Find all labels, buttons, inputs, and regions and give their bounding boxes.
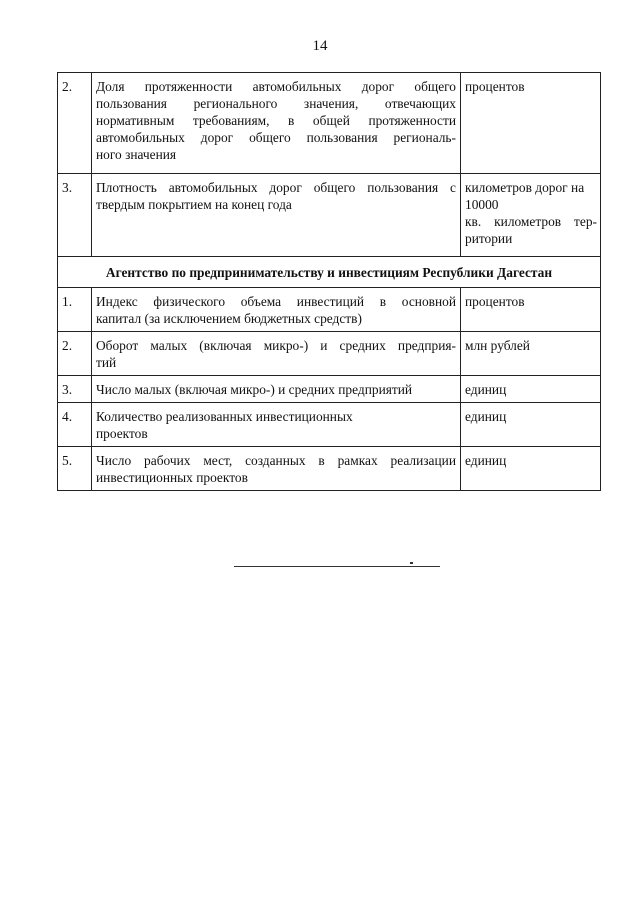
indicator-description <box>92 376 461 403</box>
indicators-table <box>57 72 601 491</box>
section-title: Агентство по предпринимательству и инвестициям Республики Дагестан <box>58 257 601 288</box>
description-line: Число малых (включая микро-) и средних предприятий <box>96 382 413 397</box>
table-row <box>58 288 601 332</box>
unit-of-measure <box>461 403 601 447</box>
description-line: Оборот малых (включая микро-) и средних предприя- <box>96 338 456 353</box>
unit-of-measure <box>461 288 601 332</box>
indicator-description <box>92 288 461 332</box>
page-number: 14 <box>312 38 328 54</box>
description-line: Количество реализованных инвестиционных <box>96 409 353 424</box>
end-separator-line <box>234 566 440 567</box>
description-line: Индекс физического объема инвестиций в основной <box>96 294 456 309</box>
description-line: проектов <box>96 426 148 441</box>
indicator-description <box>92 403 461 447</box>
indicator-description <box>92 332 461 376</box>
unit-of-measure <box>461 174 601 257</box>
table-row <box>58 376 601 403</box>
unit-line: единиц <box>465 453 507 468</box>
row-number: 2. <box>58 73 92 174</box>
indicator-description <box>92 447 461 491</box>
table-row <box>58 403 601 447</box>
table-row <box>58 174 601 257</box>
unit-line: единиц <box>465 409 507 424</box>
table-row <box>58 447 601 491</box>
indicator-description <box>92 73 461 174</box>
description-line: нормативным требованиям, в общей протяженности <box>96 113 456 128</box>
description-line: инвестиционных проектов <box>96 470 248 485</box>
description-line: ного значения <box>96 147 177 162</box>
unit-line: ритории <box>465 231 513 246</box>
row-number: 2. <box>58 332 92 376</box>
unit-line: процентов <box>465 294 525 309</box>
description-line: пользования регионального значения, отвечающих <box>96 96 456 111</box>
unit-line: кв. километров тер- <box>465 214 597 229</box>
separator-mark <box>410 562 413 564</box>
row-number: 3. <box>58 174 92 257</box>
section-header-row <box>58 257 601 288</box>
indicator-description <box>92 174 461 257</box>
description-line: тий <box>96 355 117 370</box>
table-row <box>58 332 601 376</box>
description-line: твердым покрытием на конец года <box>96 197 292 212</box>
description-line: капитал (за исключением бюджетных средств) <box>96 311 362 326</box>
row-number: 1. <box>58 288 92 332</box>
unit-of-measure <box>461 332 601 376</box>
unit-of-measure <box>461 73 601 174</box>
description-line: Доля протяженности автомобильных дорог общего <box>96 79 456 94</box>
unit-of-measure <box>461 447 601 491</box>
unit-of-measure <box>461 376 601 403</box>
description-line: Число рабочих мест, созданных в рамках реализации <box>96 453 456 468</box>
row-number: 4. <box>58 403 92 447</box>
unit-line: единиц <box>465 382 507 397</box>
unit-line: километров дорог на <box>465 180 585 195</box>
description-line: Плотность автомобильных дорог общего пользования с <box>96 180 456 195</box>
unit-line: процентов <box>465 79 525 94</box>
row-number: 5. <box>58 447 92 491</box>
unit-line: 10000 <box>465 197 499 212</box>
description-line: автомобильных дорог общего пользования региональ- <box>96 130 456 145</box>
table-row <box>58 73 601 174</box>
row-number: 3. <box>58 376 92 403</box>
unit-line: млн рублей <box>465 338 530 353</box>
